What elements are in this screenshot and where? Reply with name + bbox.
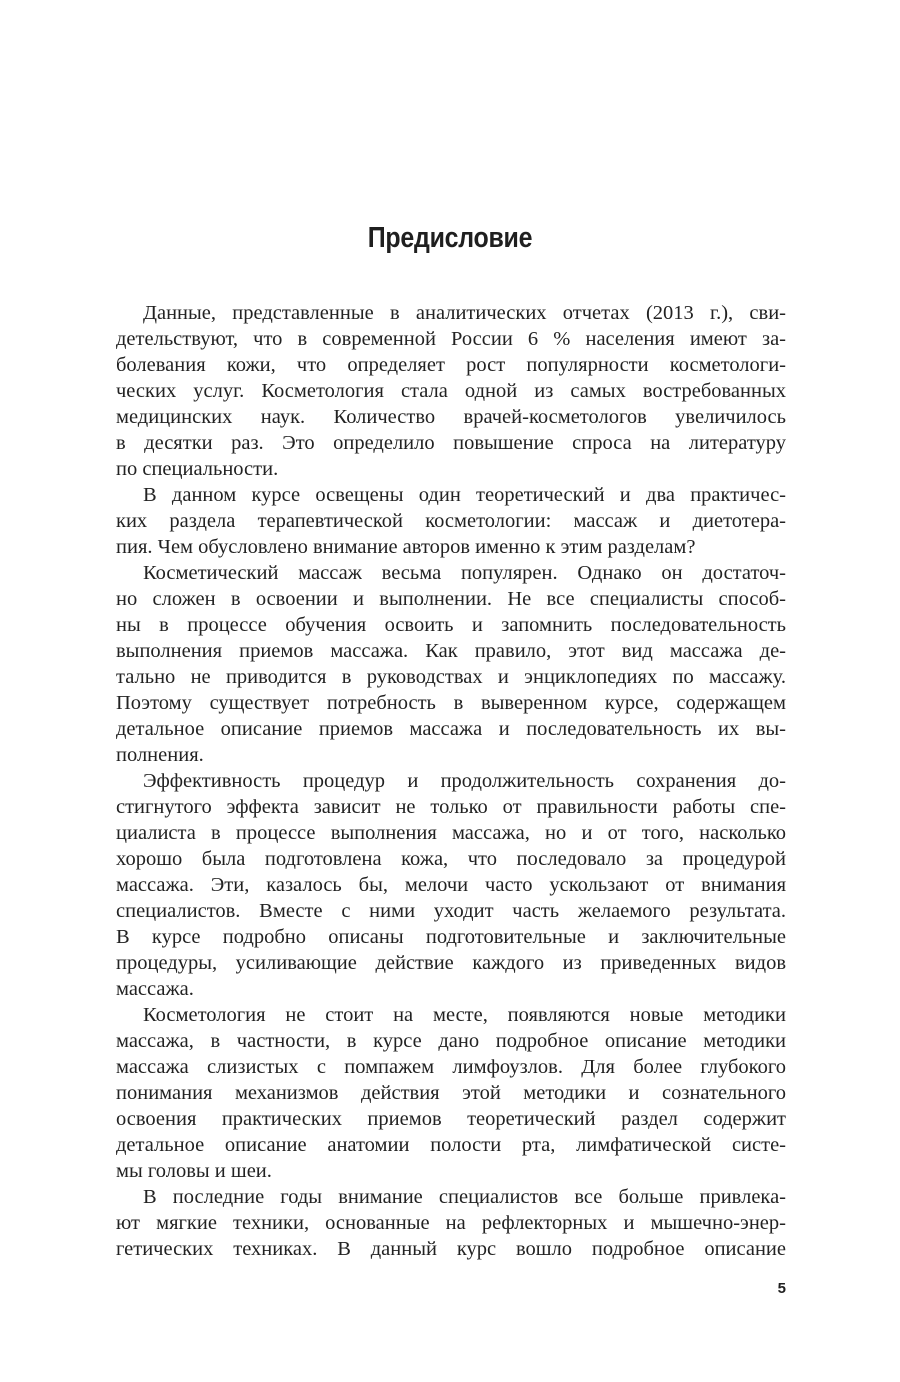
text-line: но сложен в освоении и выполнении. Не все специалисты способ-	[116, 588, 786, 610]
text-line: массажа, в частности, в курсе дано подробное описание методики	[116, 1030, 786, 1052]
text-line: циалиста в процессе выполнения массажа, но и от того, насколько	[116, 822, 786, 844]
text-line: ны в процессе обучения освоить и запомнить последовательность	[116, 614, 786, 636]
text-line: массажа слизистых с помпажем лимфоузлов. Для более глубокого	[116, 1056, 786, 1078]
text-line: специалистов. Вместе с ними уходит часть желаемого результата.	[116, 900, 786, 922]
text-line: В курсе подробно описаны подготовительные и заключительные	[116, 926, 786, 948]
text-line: хорошо была подготовлена кожа, что последовало за процедурой	[116, 848, 786, 870]
text-line: стигнутого эффекта зависит не только от правильности работы спе-	[116, 796, 786, 818]
body-text	[116, 300, 786, 1262]
paragraph-first-line: Эффективность процедур и продолжительность сохранения до-	[143, 770, 786, 792]
page-title: Предисловие	[367, 222, 533, 254]
paragraph-first-line: В данном курсе освещены один теоретический и два практичес-	[143, 484, 786, 506]
text-line: понимания механизмов действия этой методики и сознательного	[116, 1082, 786, 1104]
text-line: медицинских наук. Количество врачей-косметологов увеличилось	[116, 406, 786, 428]
text-line: по специальности.	[116, 458, 279, 480]
text-line: ческих услуг. Косметология стала одной из самых востребованных	[116, 380, 786, 402]
paragraph-first-line: Косметология не стоит на месте, появляются новые методики	[143, 1004, 786, 1026]
text-line: детальное описание анатомии полости рта, лимфатической систе-	[116, 1134, 786, 1156]
text-line: в десятки раз. Это определило повышение спроса на литературу	[116, 432, 786, 454]
text-line: мы головы и шеи.	[116, 1160, 272, 1182]
page-number: 5	[777, 1280, 786, 1297]
text-line: массажа.	[116, 978, 194, 1000]
text-line: пия. Чем обусловлено внимание авторов именно к этим разделам?	[116, 536, 696, 558]
text-line: выполнения приемов массажа. Как правило, этот вид массажа де-	[116, 640, 786, 662]
text-line: тально не приводится в руководствах и энциклопедиях по массажу.	[116, 666, 786, 688]
text-line: ют мягкие техники, основанные на рефлекторных и мышечно-энер-	[116, 1212, 786, 1234]
text-line: Поэтому существует потребность в выверенном курсе, содержащем	[116, 692, 786, 714]
text-line: процедуры, усиливающие действие каждого из приведенных видов	[116, 952, 786, 974]
text-line: детельствуют, что в современной России 6 % населения имеют за-	[116, 328, 786, 350]
text-line: ких раздела терапевтической косметологии: массаж и диетотера-	[116, 510, 786, 532]
text-line: освоения практических приемов теоретический раздел содержит	[116, 1108, 786, 1130]
text-line: гетических техниках. В данный курс вошло подробное описание	[116, 1238, 786, 1260]
paragraph-first-line: Косметический массаж весьма популярен. Однако он достаточ-	[143, 562, 786, 584]
text-line: полнения.	[116, 744, 204, 766]
text-line: детальное описание приемов массажа и последовательность их вы-	[116, 718, 786, 740]
paragraph-first-line: В последние годы внимание специалистов все больше привлека-	[143, 1186, 786, 1208]
paragraph-first-line: Данные, представленные в аналитических отчетах (2013 г.), сви-	[143, 302, 786, 324]
text-line: болевания кожи, что определяет рост популярности косметологи-	[116, 354, 786, 376]
text-line: массажа. Эти, казалось бы, мелочи часто ускользают от внимания	[116, 874, 786, 896]
